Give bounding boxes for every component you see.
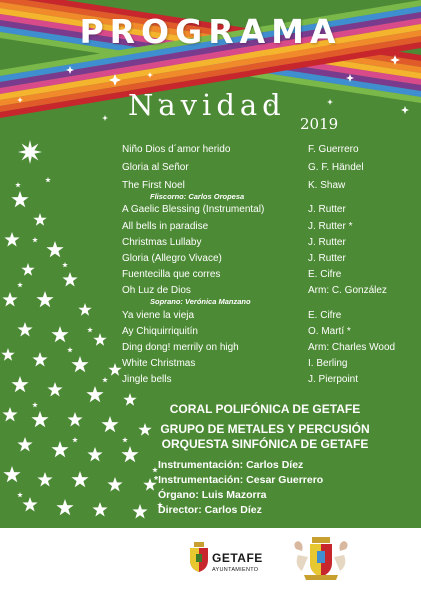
tree-star: [3, 466, 20, 482]
program-year: 2019: [300, 115, 339, 133]
tree-star: [67, 412, 82, 427]
song-author: J. Pierpoint: [308, 374, 359, 385]
staff-line: Director: Carlos Díez: [158, 504, 262, 516]
tree-star: [22, 497, 37, 512]
tree-star: [132, 504, 147, 519]
song-author: G. F. Händel: [308, 162, 364, 173]
tree-star: [51, 441, 68, 457]
song-author: J. Rutter: [308, 204, 346, 215]
getafe-crest-icon: [188, 542, 210, 572]
getafe-logo-subtext: AYUNTAMIENTO: [212, 567, 259, 573]
ensemble-line-2: ORQUESTA SINFÓNICA DE GETAFE: [161, 437, 369, 451]
getafe-logo-text: GETAFE: [212, 551, 263, 565]
song-note: Fliscorno: Carlos Oropesa: [150, 192, 245, 201]
song-title: Christmas Lullaby: [122, 237, 202, 248]
song-title: White Christmas: [122, 358, 196, 369]
song-title: Niño Dios d´amor herido: [122, 144, 231, 155]
song-title: A Gaelic Blessing (Instrumental): [122, 204, 265, 215]
song-author: J. Rutter: [308, 253, 346, 264]
choir-name: CORAL POLIFÓNICA DE GETAFE: [169, 402, 361, 416]
staff-line: *Instrumentación: Cesar Guerrero: [154, 474, 324, 486]
song-title: Gloria (Allegro Vivace): [122, 253, 222, 264]
program-title: PROGRAMA: [79, 12, 342, 51]
song-note: Soprano: Verónica Manzano: [150, 297, 251, 306]
song-author: Arm: Charles Wood: [308, 342, 396, 353]
tree-star: [71, 471, 88, 487]
tree-star: [107, 477, 122, 492]
song-title: Ya viene la vieja: [122, 310, 195, 321]
staff-line: Órgano: Luis Mazorra: [158, 489, 267, 501]
tree-star: [92, 502, 107, 517]
song-author: J. Rutter *: [308, 221, 353, 232]
tree-star: [56, 499, 73, 515]
tree-star: [17, 492, 23, 497]
song-author: Arm: C. González: [308, 285, 387, 296]
song-title: Oh Luz de Dios: [122, 285, 191, 296]
ensemble-line-1: GRUPO DE METALES Y PERCUSIÓN: [160, 422, 370, 436]
choir-emblem-icon: [290, 535, 352, 581]
song-title: The First Noel: [122, 180, 185, 191]
tree-star: [17, 437, 32, 452]
song-author: J. Rutter: [308, 237, 346, 248]
tree-star: [72, 437, 78, 442]
tree-star: [37, 472, 52, 487]
song-author: F. Guerrero: [308, 144, 359, 155]
program-subtitle: Navidad: [128, 88, 286, 122]
song-author: E. Cifre: [308, 269, 342, 280]
song-title: Gloria al Señor: [122, 162, 189, 173]
song-title: Ay Chiquirriquitín: [122, 326, 198, 337]
song-title: Fuentecilla que corres: [122, 269, 221, 280]
tree-star: [87, 447, 102, 462]
song-author: K. Shaw: [308, 180, 346, 191]
song-author: I. Berling: [308, 358, 348, 369]
tree-star: [32, 402, 38, 407]
song-title: Jingle bells: [122, 374, 172, 385]
tree-star: [2, 407, 17, 422]
song-title: Ding dong! merrily on high: [122, 342, 239, 353]
song-title: All bells in paradise: [122, 221, 209, 232]
song-author: E. Cifre: [308, 310, 342, 321]
song-author: O. Martí *: [308, 326, 351, 337]
tree-star: [31, 411, 48, 427]
staff-line: Instrumentación: Carlos Díez: [158, 459, 304, 471]
footer: [0, 528, 421, 595]
